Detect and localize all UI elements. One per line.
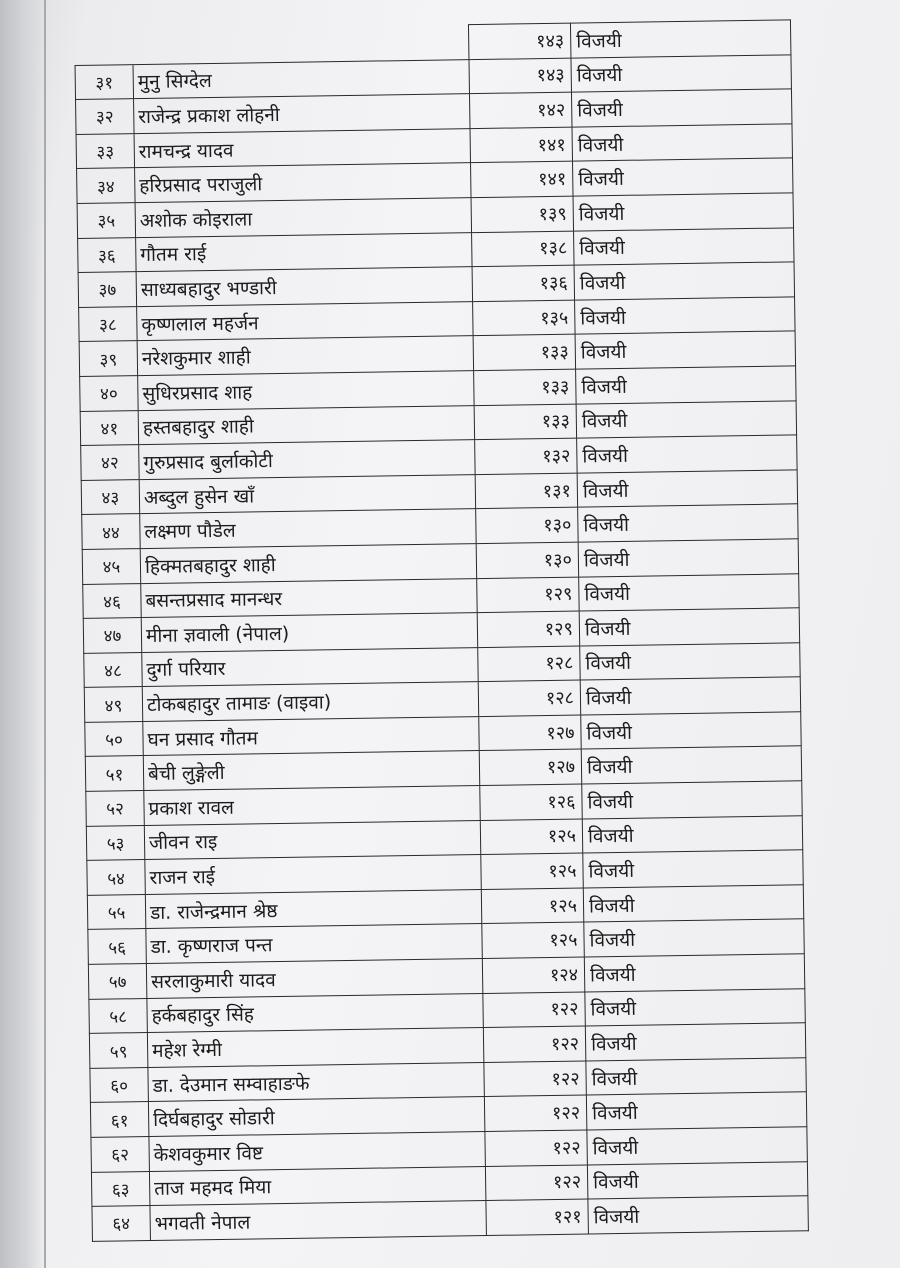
vote-count-cell: १२८ [478,646,581,682]
serial-number-cell: ५३ [86,825,145,860]
candidate-name-cell: दिर्घबहादुर सोडारी [148,1097,484,1137]
candidate-name-cell: केशवकुमार विष्ट [149,1132,485,1172]
vote-count-cell: १२८ [478,680,581,716]
vote-count-cell: १४१ [470,127,573,163]
candidate-name-cell: गौतम राई [136,232,472,272]
vote-count-cell: १२२ [484,1061,587,1097]
serial-number-cell: ६४ [92,1206,151,1241]
candidate-name-cell: गुरुप्रसाद बुर्लाकोटी [139,440,475,480]
result-status-cell: विजयी [577,470,797,508]
serial-number-cell: ५१ [85,756,144,791]
vote-count-cell: १३२ [475,438,578,474]
result-status-cell: विजयी [579,608,799,646]
result-status-cell: विजयी [585,1023,805,1061]
serial-number-cell: ४० [80,376,139,411]
result-status-cell: विजयी [580,677,800,715]
candidate-name-cell: दुर्गा परियार [142,647,478,687]
serial-number-cell: ४३ [81,479,140,514]
vote-count-cell: १४२ [469,92,572,128]
candidate-name-cell: कृष्णलाल महर्जन [137,301,473,341]
result-status-cell: विजयी [570,20,790,58]
result-status-cell: विजयी [586,1092,806,1130]
result-status-cell: विजयी [574,227,794,265]
vote-count-cell: १२२ [485,1130,588,1166]
serial-number-cell: ३४ [77,168,136,203]
serial-number-cell: ३१ [75,64,134,99]
result-status-cell: विजयी [582,781,802,819]
vote-count-cell: १२५ [480,819,583,855]
result-status-cell: विजयी [583,885,803,923]
serial-number-cell: ५५ [87,894,146,929]
candidate-name-cell: भगवती नेपाल [150,1201,486,1241]
result-status-cell: विजयी [571,54,791,92]
candidate-name-cell: मीना ज्ञवाली (नेपाल) [141,613,477,653]
result-status-cell: विजयी [572,124,792,162]
candidate-name-cell: डा. राजेन्द्रमान श्रेष्ठ [145,889,481,929]
result-status-cell: विजयी [578,504,798,542]
serial-number-cell: ४९ [84,687,143,722]
vote-count-cell: १३९ [471,196,574,232]
vote-count-cell: १२५ [481,853,584,889]
vote-count-cell: १२७ [479,750,582,786]
serial-number-cell: ३२ [76,99,135,134]
result-status-cell: विजयी [582,815,802,853]
result-status-cell: विजयी [586,1058,806,1096]
candidate-name-cell: राजेन्द्र प्रकाश लोहनी [134,94,470,134]
result-status-cell: विजयी [581,712,801,750]
candidate-name-cell: डा. कृष्णराज पन्त [146,924,482,964]
page-fold-shadow [0,0,46,1268]
candidate-name-cell: हर्कबहादुर सिंह [147,993,483,1033]
result-status-cell: विजयी [577,435,797,473]
vote-count-cell: १३० [476,542,579,578]
serial-number-cell: ५७ [88,964,147,999]
serial-number-cell: ५४ [87,860,146,895]
result-status-cell: विजयी [571,89,791,127]
results-table [74,19,809,1241]
candidate-name-cell: महेश रेग्मी [147,1028,483,1068]
serial-number-cell: ५० [85,721,144,756]
result-status-cell: विजयी [575,297,795,335]
serial-number-cell: ४५ [82,548,141,583]
candidate-name-cell: बेची लुङ्गेली [143,751,479,791]
candidate-name-cell: हस्तबहादुर शाही [138,405,474,445]
candidate-name-cell: सुधिरप्रसाद शाह [138,371,474,411]
serial-number-cell: ५९ [89,1033,148,1068]
serial-number-cell: ६० [90,1067,149,1102]
candidate-name-cell: हरिप्रसाद पराजुली [135,163,471,203]
vote-count-cell: १२५ [481,888,584,924]
serial-number-cell: ४१ [80,410,139,445]
result-status-cell: विजयी [578,539,798,577]
candidate-name-cell: डा. देउमान सम्वाहाङफे [148,1062,484,1102]
candidate-name-cell: रामचन्द्र यादव [134,128,470,168]
serial-number-cell: ६१ [90,1102,149,1137]
candidate-name-cell: ताज महमद मिया [149,1166,485,1206]
candidate-name-cell: अशोक कोइराला [135,198,471,238]
result-status-cell: विजयी [587,1127,807,1165]
result-status-cell: विजयी [583,850,803,888]
candidate-name-cell: सरलाकुमारी यादव [146,959,482,999]
candidate-name-cell: बसन्तप्रसाद मानन्धर [141,578,477,618]
result-status-cell: विजयी [573,158,793,196]
vote-count-cell: १२२ [483,1026,586,1062]
candidate-name-cell: नरेशकुमार शाही [137,336,473,376]
serial-number-cell: ४२ [81,445,140,480]
vote-count-cell: १४३ [468,23,571,59]
candidate-name-cell: हिक्मतबहादुर शाही [140,543,476,583]
candidate-name-cell: घन प्रसाद गौतम [143,716,479,756]
results-sheet [74,19,808,1241]
result-status-cell: विजयी [584,919,804,957]
vote-count-cell: १४३ [469,58,572,94]
candidate-name-cell: साध्यबहादुर भण्डारी [136,267,472,307]
vote-count-cell: १२२ [485,1165,588,1201]
serial-number-cell: ६३ [91,1171,150,1206]
candidate-name-cell: प्रकाश रावल [144,786,480,826]
candidate-name-cell: राजन राई [145,855,481,895]
serial-number-cell: ३८ [79,306,138,341]
serial-number-cell: ५६ [88,929,147,964]
serial-number-cell: ३३ [76,133,135,168]
candidate-name-cell: मुनु सिग्देल [133,59,469,99]
vote-count-cell: १२७ [479,715,582,751]
vote-count-cell: १२६ [480,784,583,820]
vote-count-cell: १३८ [472,231,575,267]
result-status-cell: विजयी [576,400,796,438]
vote-count-cell: १२१ [486,1199,589,1235]
candidate-name-cell: जीवन राइ [144,820,480,860]
serial-number-cell: ४७ [83,618,142,653]
serial-number-cell: ५८ [89,998,148,1033]
vote-count-cell: १२४ [482,957,585,993]
result-status-cell: विजयी [575,331,795,369]
result-status-cell: विजयी [587,1161,807,1199]
vote-count-cell: १४१ [471,161,574,197]
result-status-cell: विजयी [573,193,793,231]
serial-number-cell [75,30,134,65]
vote-count-cell: १२२ [483,992,586,1028]
page-fold-edge [44,0,46,1268]
candidate-name-cell: लक्ष्मण पौडेल [140,509,476,549]
candidate-name-cell: टोकबहादुर तामाङ (वाइवा) [142,682,478,722]
vote-count-cell: १२२ [484,1095,587,1131]
serial-number-cell: ३६ [78,237,137,272]
vote-count-cell: १२९ [477,611,580,647]
vote-count-cell: १३६ [472,265,575,301]
results-table-body [75,20,809,1241]
result-status-cell: विजयी [588,1196,808,1234]
candidate-name-cell [133,25,469,65]
result-status-cell: विजयी [581,746,801,784]
serial-number-cell: ४८ [84,652,143,687]
serial-number-cell: ३७ [78,272,137,307]
result-status-cell: विजयी [585,988,805,1026]
result-status-cell: विजयी [584,954,804,992]
vote-count-cell: १३३ [473,334,576,370]
result-status-cell: विजयी [579,573,799,611]
serial-number-cell: ४४ [82,514,141,549]
vote-count-cell: १३५ [473,300,576,336]
serial-number-cell: ४६ [83,583,142,618]
vote-count-cell: १३१ [475,473,578,509]
vote-count-cell: १३३ [474,369,577,405]
serial-number-cell: ५२ [86,791,145,826]
vote-count-cell: १३० [476,507,579,543]
serial-number-cell: ३५ [77,203,136,238]
serial-number-cell: ३९ [79,341,138,376]
vote-count-cell: १२९ [477,577,580,613]
result-status-cell: विजयी [580,642,800,680]
vote-count-cell: १२५ [482,922,585,958]
result-status-cell: विजयी [574,262,794,300]
serial-number-cell: ६२ [91,1137,150,1172]
result-status-cell: विजयी [576,366,796,404]
candidate-name-cell: अब्दुल हुसेन खाँ [139,474,475,514]
vote-count-cell: १३३ [474,404,577,440]
